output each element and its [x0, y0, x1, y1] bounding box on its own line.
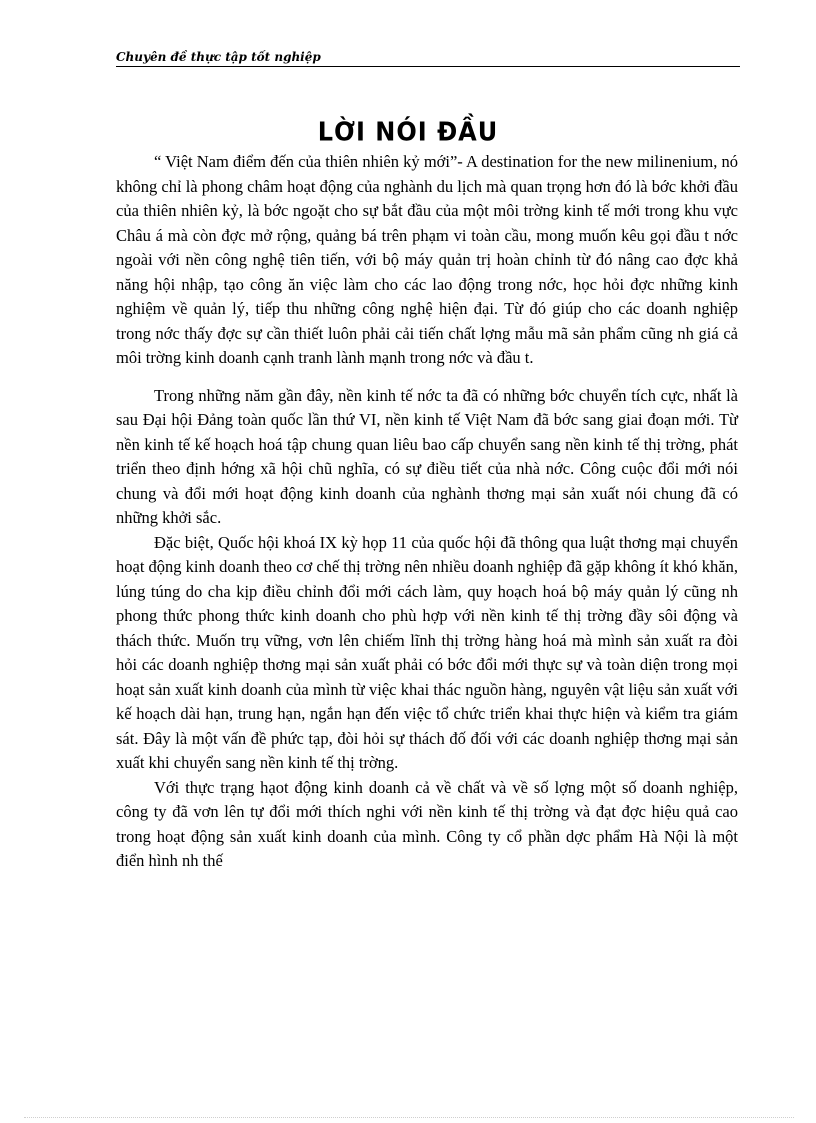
paragraph: Đặc biệt, Quốc hội khoá IX kỳ họp 11 của quốc hội đã thông qua luật thơng mại chuyển hoạt động kinh doanh theo cơ chế thị trờng nên nhiều doanh nghiệp đã gặp không ít khó khăn, lúng túng do cha kịp điều chỉnh đổi mới cách làm, quy hoạch hoá bộ máy quản lý cũng nh phong thức phong thức kinh doanh cho phù hợp với nền kinh tế thị trờng đầy sôi động và thách thức. Muốn trụ vững, vơn lên chiếm lĩnh thị trờng hàng hoá mà mình sản xuất ra đòi hỏi các doanh nghiệp thơng mại sản xuất phải có bớc đổi mới thực sự và toàn diện trong mọi hoạt sản xuất kinh doanh của mình từ việc khai thác nguồn hàng, nguyên vật liệu sản xuất với kế hoạch dài hạn, trung hạn, ngắn hạn đến việc tổ chức triển khai thực hiện và kiểm tra giám sát. Đây là một vấn đề phức tạp, đòi hỏi sự thách đố đối với các doanh nghiệp thơng mại sản xuất khi chuyển sang nền kinh tế thị trờng.: [116, 532, 738, 772]
document-title: LỜI NÓI ĐẦU: [317, 116, 499, 148]
paragraph: “ Việt Nam điểm đến của thiên nhiên kỷ mới”- A destination for the new milinenium, nó không chỉ là phong châm hoạt động của nghành du lịch mà quan trọng hơn đó là bớc khởi đầu của thiên nhiên kỷ, là bớc ngoặt cho sự bắt đầu của một môi trờng kinh tế mới trong khu vực Châu á mà còn đợc mở rộng, quảng bá trên phạm vi toàn cầu, mong muốn kêu gọi đầu t nớc ngoài với nền công nghệ tiên tiến, với bộ máy quản trị hoàn chỉnh từ đó nâng cao đợc khả năng hội nhập, tạo công ăn việc làm cho các lao động trong nớc, học hỏi đợc những kinh nghiệm về quản lý, tiếp thu những công nghệ hiện đại. Từ đó giúp cho các doanh nghiệp trong nớc thấy đợc sự cần thiết luôn phải cải tiến chất lợng mẫu mã sản phẩm cũng nh giá cả môi trờng kinh doanh cạnh tranh lành mạnh trong nớc và đầu t.: [116, 152, 738, 367]
document-body: [116, 150, 738, 874]
paragraph: Trong những năm gần đây, nền kinh tế nớc ta đã có những bớc chuyển tích cực, nhất là sau Đại hội Đảng toàn quốc lần thứ VI, nền kinh tế Việt Nam đã bớc sang giai đoạn mới. Từ nền kinh tế kế hoạch hoá tập chung quan liêu bao cấp chuyển sang nền kinh tế thị trờng, phát triển theo định hớng xã hội chũ nghĩa, có sự điều tiết của nhà nớc. Công cuộc đổi mới nói chung và đổi mới hoạt động kinh doanh của nghành thơng mại sản xuất nói chung đã có những khởi sắc.: [116, 385, 738, 527]
running-header: [116, 50, 740, 67]
paragraph: Với thực trạng hạot động kinh doanh cả về chất và về số lợng một số doanh nghiệp, công ty đã vơn lên tự đổi mới thích nghi với nền kinh tế thị trờng và đạt đợc hiệu quả cao trong hoạt động sản xuất kinh doanh của mình. Công ty cổ phần dợc phẩm Hà Nội là một điển hình nh thế: [116, 777, 738, 870]
page-bottom-rule: [24, 1117, 794, 1118]
running-header-text: Chuyên đề thực tập tốt nghiệp: [116, 50, 321, 64]
